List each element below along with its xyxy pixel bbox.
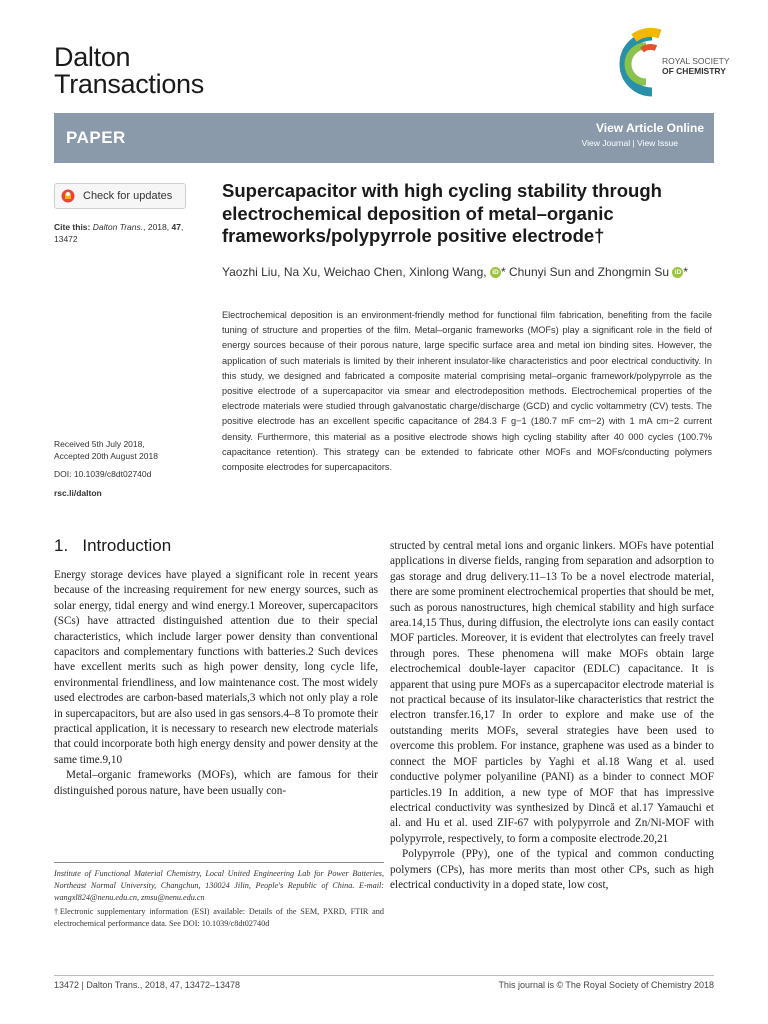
footer-divider bbox=[54, 975, 714, 976]
authors-part2: * Chunyi Sun and Zhongmin Su bbox=[500, 265, 670, 279]
view-journal-link[interactable]: View Journal bbox=[581, 138, 631, 148]
journal-title bbox=[54, 44, 204, 98]
orcid-icon[interactable]: iD bbox=[672, 267, 683, 278]
section-heading bbox=[54, 536, 171, 556]
body-paragraph: structed by central metal ions and organic linkers. MOFs have potential applications in diverse fields, ranging from separation and adsorption to gas storage and drug delivery.11–13 To be a novel electrode material, there are some prominent electrochemical properties that should be met, such as porous nanostructures, high chemical stability and high surface area.14,15 Thus, during diffusion, the electrolyte ions can easily contact MOF particles. Moreover, it is evident that electrolytes can freely travel through pores. These phenomena will make MOFs obtain large electrochemical double-layer capacitor (EDLC) capacitance. It is apparent that using pure MOFs as a supercapacitor electrode material is not practical because of its insulator-like characteristics that restrict the electron transfer.16,17 In order to explore and make use of the outstanding merits MOFs, several strategies have been used to overcome this problem. For instance, graphene was used as a binder to connect the MOF particles by Yaghi et al.18 Wang et al. used conductive polymer polyaniline (PANI) as a binder to connect MOF particles.19 In addition, a new type of MOF that has impressive electrical conductivity was synthesized by Dincă et al.17 Yamauchi et al. and Hu et al. used ZIF-67 with polypyrrole and Zn/Ni-MOF with polypyrrole, respectively, to form a composite electrode.20,21 bbox=[390, 540, 714, 845]
footnote-divider bbox=[54, 862, 384, 863]
article-type-banner bbox=[54, 113, 714, 163]
received-date: Received 5th July 2018, bbox=[54, 439, 145, 449]
view-article-online-link[interactable]: View Article Online bbox=[595, 121, 704, 135]
cite-journal: Dalton Trans. bbox=[92, 222, 144, 232]
article-title: Supercapacitor with high cycling stability through electrochemical deposition of metal–organic frameworks/polypyrrole positive electrode† bbox=[222, 180, 662, 246]
journal-title-line2: Transactions bbox=[54, 69, 204, 99]
accepted-date: Accepted 20th August 2018 bbox=[54, 451, 158, 461]
body-paragraph: Metal–organic frameworks (MOFs), which are famous for their distinguished porous nature, have been usually con- bbox=[54, 769, 378, 797]
article-type-label: PAPER bbox=[66, 128, 126, 147]
cite-volume: 47 bbox=[171, 222, 181, 232]
page-footer-citation: 13472 | Dalton Trans., 2018, 47, 13472–13478 bbox=[54, 980, 240, 990]
rsc-logo-text bbox=[662, 56, 730, 76]
link-separator: | bbox=[630, 138, 638, 148]
journal-title-line1: Dalton bbox=[54, 42, 131, 72]
orcid-icon[interactable]: iD bbox=[490, 267, 501, 278]
cite-this bbox=[54, 221, 204, 245]
section-number: 1. bbox=[54, 536, 69, 555]
esi-footnote: †Electronic supplementary information (ESI) available: Details of the SEM, PXRD, FTIR and electrochemical performance data. See DOI: 10.1039/c8dt02740d bbox=[54, 907, 384, 928]
rsc-logo-line2: OF CHEMISTRY bbox=[662, 66, 726, 76]
abstract: Electrochemical deposition is an environment-friendly method for functional film fabrication, benefiting from the facile tuning of structure and properties of the film. Metal–organic frameworks (MOFs) play a significant role in the field of energy sources because of their porous nature, large specific surface area and metal ion binding sites. However, the application of such materials is limited by their inherent insulator-like characteristics and poor electrical conductivity. In this study, we designed and fabricated a composite material comprising metal–organic framework/polypyrrole as the positive electrode of a supercapacitor via smear and electrodeposition methods. Electrochemical properties of the electrode materials were studied through galvanostatic charge/discharge (GCD) and cyclic voltammetry (CV) tests. The positive electrode has an excellent specific capacitance of 284.3 F g−1 (180.7 mF cm−2) with 1 mA cm−2 current density. Furthermore, this material as a positive electrode shows high cycling stability after 40 000 cycles (100.7% capacitance retention). This strategy can be extended to fabricate other MOFs and MOFs/conducting polymers composite electrodes for supercapacitors. bbox=[222, 310, 712, 473]
journal-links bbox=[582, 138, 678, 148]
cite-pages: , 13472 bbox=[54, 222, 184, 244]
body-paragraph: Energy storage devices have played a significant role in recent years because of the increasing requirement for new energy sources, such as solar energy, tidal energy and wind energy.1 Moreover, supercapacitors (SCs) have attracted distinguished attention due to their special characteristics, which include larger power density than conventional capacitors and complementary functions with batteries.2 Such devices have excellent merits such as high power density, long cycle life, environmental friendliness, and low maintenance cost. The most widely used electrodes are carbon-based materials,3 which not only play a role in supercapacitors, but are also used in gas sensors.4–8 To promote their practical application, it is necessary to research new electrode materials that could incorporate both high energy density and power density at the same time.9,10 bbox=[54, 569, 378, 766]
right-column bbox=[390, 539, 714, 893]
authors-part3: * bbox=[683, 265, 689, 279]
section-title: Introduction bbox=[82, 536, 172, 555]
doi[interactable]: DOI: 10.1039/c8dt02740d bbox=[54, 469, 152, 479]
authors-part1: Yaozhi Liu, Na Xu, Weichao Chen, Xinlong Wang, bbox=[222, 265, 487, 279]
check-for-updates-label: Check for updates bbox=[83, 190, 173, 202]
rsc-logo-line1: ROYAL SOCIETY bbox=[662, 56, 730, 66]
check-for-updates-button[interactable] bbox=[54, 183, 186, 209]
affiliation-footnote: Institute of Functional Material Chemistry, Local United Engineering Lab for Power Batteries, Northeast Normal University, Changchun, 130024 Jilin, People's Republic of China. E-mail: wangxl824@nenu.edu.cn, zmsu@nenu.edu.cn bbox=[54, 869, 384, 902]
cite-prefix: Cite this: bbox=[54, 222, 93, 232]
body-paragraph: Polypyrrole (PPy), one of the typical and common conducting polymers (CPs), has more merits than most other CPs, such as high electrical conductivity in a doped state, low cost, bbox=[390, 848, 714, 891]
view-issue-link[interactable]: View Issue bbox=[637, 138, 678, 148]
page-footer-copyright: This journal is © The Royal Society of Chemistry 2018 bbox=[498, 980, 714, 990]
journal-short-link[interactable]: rsc.li/dalton bbox=[54, 488, 102, 498]
crossmark-icon bbox=[61, 189, 75, 203]
left-column bbox=[54, 568, 378, 799]
author-list bbox=[222, 263, 712, 281]
cite-year: , 2018, bbox=[143, 222, 172, 232]
